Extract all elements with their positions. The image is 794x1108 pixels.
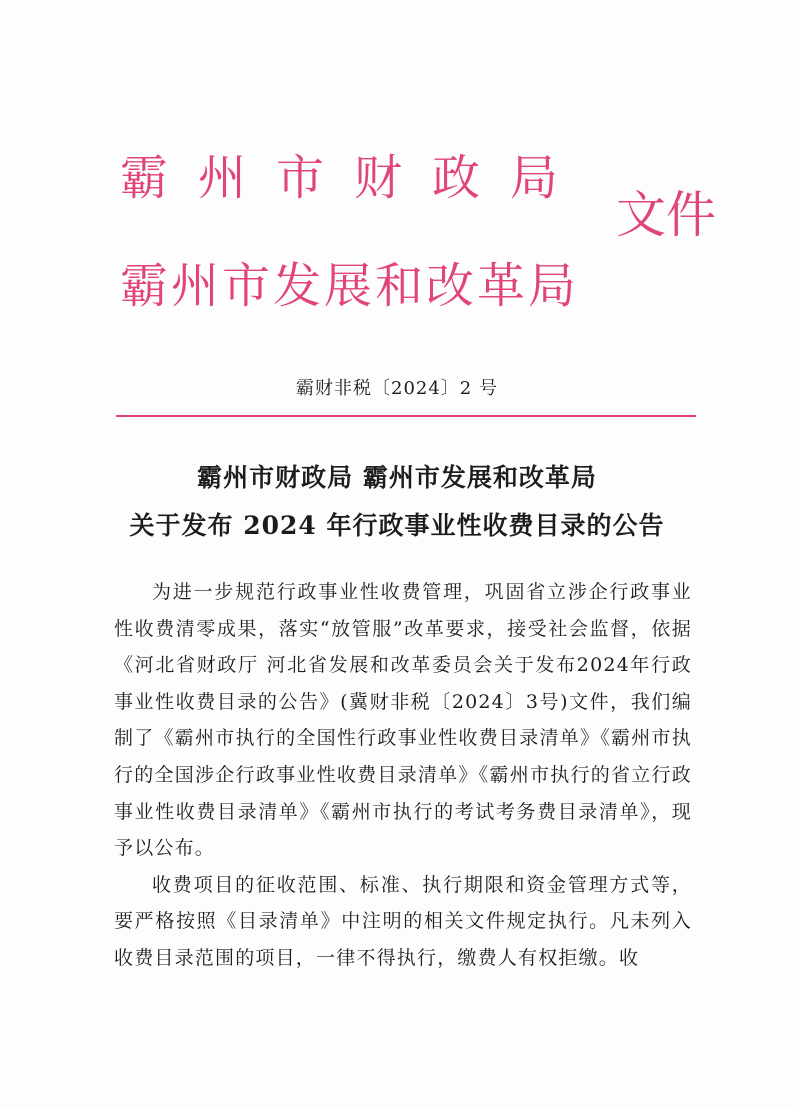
red-divider-line xyxy=(116,415,696,417)
document-number: 霸财非税〔2024〕2 号 xyxy=(296,378,498,399)
header-agency-finance: 霸州市财政局 xyxy=(120,150,589,206)
header-document-suffix: 文件 xyxy=(616,186,716,244)
title-line-1: 霸州市财政局 霸州市发展和改革局 xyxy=(197,463,597,492)
body-paragraph-2: 收费项目的征收范围、标准、执行期限和资金管理方式等，要严格按照《目录清单》中注明的相关文件规定执行。凡未列入收费目录范围的项目，一律不得执行，缴费人有权拒缴。收 xyxy=(114,873,692,969)
title-line-2: 关于发布 2024 年行政事业性收费目录的公告 xyxy=(129,511,665,540)
body-paragraph-1: 为进一步规范行政事业性收费管理，巩固省立涉企行政事业性收费清零成果，落实“放管服”改革要求，接受社会监督，依据《河北省财政厅 河北省发展和改革委员会关于发布2024年行政事业性收费目录的公告》(冀财非税〔2024〕3号)文件，我们编制了《霸州市执行的全国性行政事业性收费目录清单》《霸州市执行的全国涉企行政事业性收费目录清单》《霸州市执行的省立行政事业性收费目录清单》《霸州市执行的考试考务费目录清单》，现予以公布。 xyxy=(114,581,692,860)
body-text xyxy=(114,574,692,977)
header-agency-development-reform: 霸州市发展和改革局 xyxy=(120,258,580,314)
